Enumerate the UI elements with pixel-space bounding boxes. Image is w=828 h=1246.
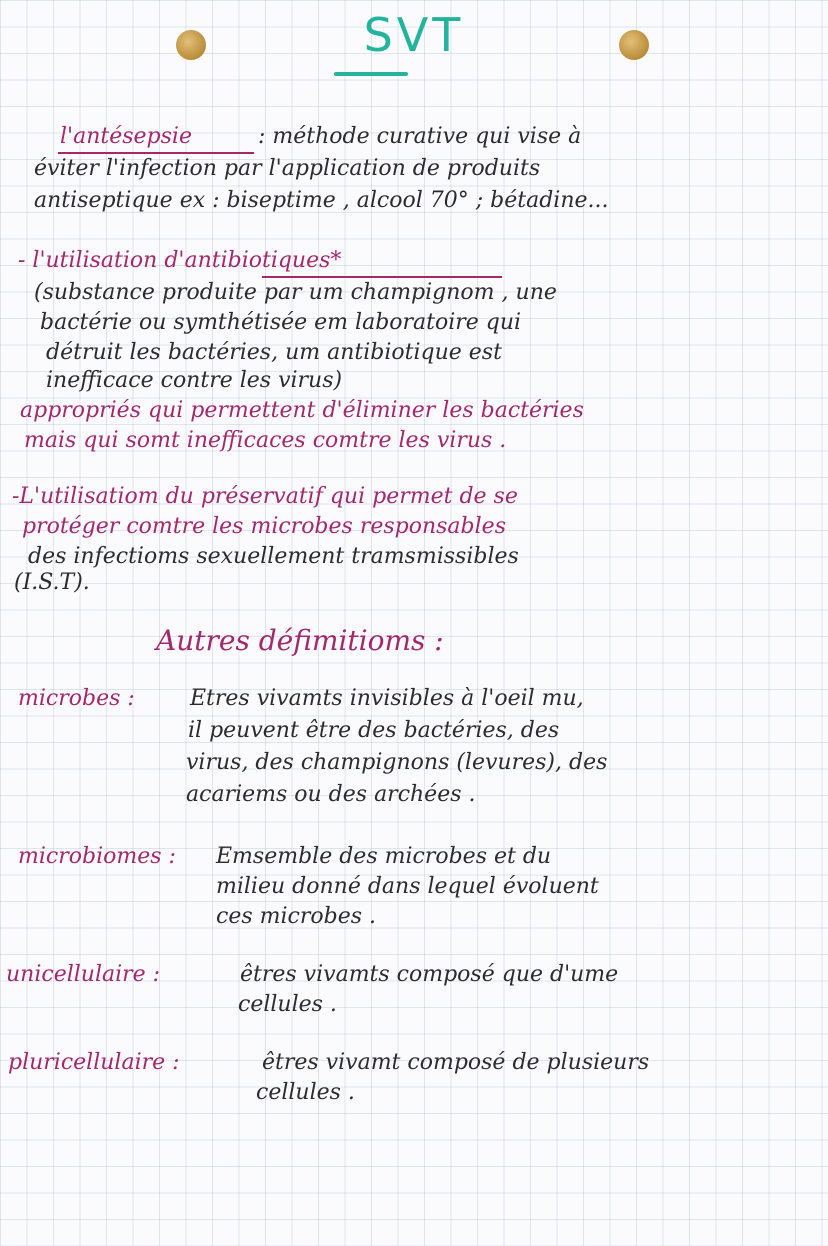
microbes-line-2: il peuvent être des bactéries, des xyxy=(188,718,560,743)
antisepsie-line-3: antiseptique ex : biseptime , alcool 70° ; bétadine... xyxy=(34,188,609,213)
definitions-heading: Autres défimitioms : xyxy=(156,624,444,657)
antibiotiques-line-6: mais qui somt inefficaces comtre les virus . xyxy=(24,428,507,453)
antibiotiques-line-1: (substance produite par um champignom , une xyxy=(34,280,557,305)
preservatif-line-1: -L'utilisatiom du préservatif qui permet de se xyxy=(12,484,518,509)
microbiomes-line-3: ces microbes . xyxy=(216,904,376,929)
microbes-line-3: virus, des champignons (levures), des xyxy=(186,750,608,775)
pluricellulaire-line-1: êtres vivamt composé de plusieurs xyxy=(262,1050,650,1075)
title-underline xyxy=(334,72,408,76)
microbiomes-line-2: milieu donné dans lequel évoluent xyxy=(216,874,599,899)
antibiotiques-line-5: appropriés qui permettent d'éliminer les bactéries xyxy=(20,398,584,423)
antisepsie-line-2: éviter l'infection par l'application de produits xyxy=(34,156,541,181)
page-title: SVT xyxy=(363,8,465,62)
pluricellulaire-line-2: cellules . xyxy=(256,1080,355,1105)
antibiotiques-heading: - l'utilisation d'antibiotiques* xyxy=(18,248,342,273)
unicellulaire-line-1: êtres vivamts composé que d'ume xyxy=(240,962,619,987)
antisepsie-term: l'antésepsie xyxy=(60,124,192,149)
microbiomes-term: microbiomes : xyxy=(18,844,176,869)
preservatif-line-3: des infectioms sexuellement tramsmissibles xyxy=(28,544,519,569)
unicellulaire-term: unicellulaire : xyxy=(6,962,161,987)
antibiotiques-line-3: détruit les bactéries, um antibiotique est xyxy=(46,340,502,365)
unicellulaire-line-2: cellules . xyxy=(238,992,337,1017)
preservatif-line-2: protéger comtre les microbes responsables xyxy=(22,514,506,539)
microbes-term: microbes : xyxy=(18,686,135,711)
microbiomes-line-1: Emsemble des microbes et du xyxy=(216,844,552,869)
antisepsie-term-underline xyxy=(58,152,254,154)
pluricellulaire-term: pluricellulaire : xyxy=(8,1050,180,1075)
microbes-line-4: acariems ou des archées . xyxy=(186,782,476,807)
microbes-line-1: Etres vivamts invisibles à l'oeil mu, xyxy=(190,686,584,711)
preservatif-line-4: (I.S.T). xyxy=(14,570,90,595)
antibiotiques-underline xyxy=(262,276,502,278)
antibiotiques-line-4: inefficace contre les virus) xyxy=(46,368,343,393)
antibiotiques-line-2: bactérie ou symthétisée em laboratoire qui xyxy=(40,310,522,335)
antisepsie-line-1: : méthode curative qui vise à xyxy=(258,124,582,149)
